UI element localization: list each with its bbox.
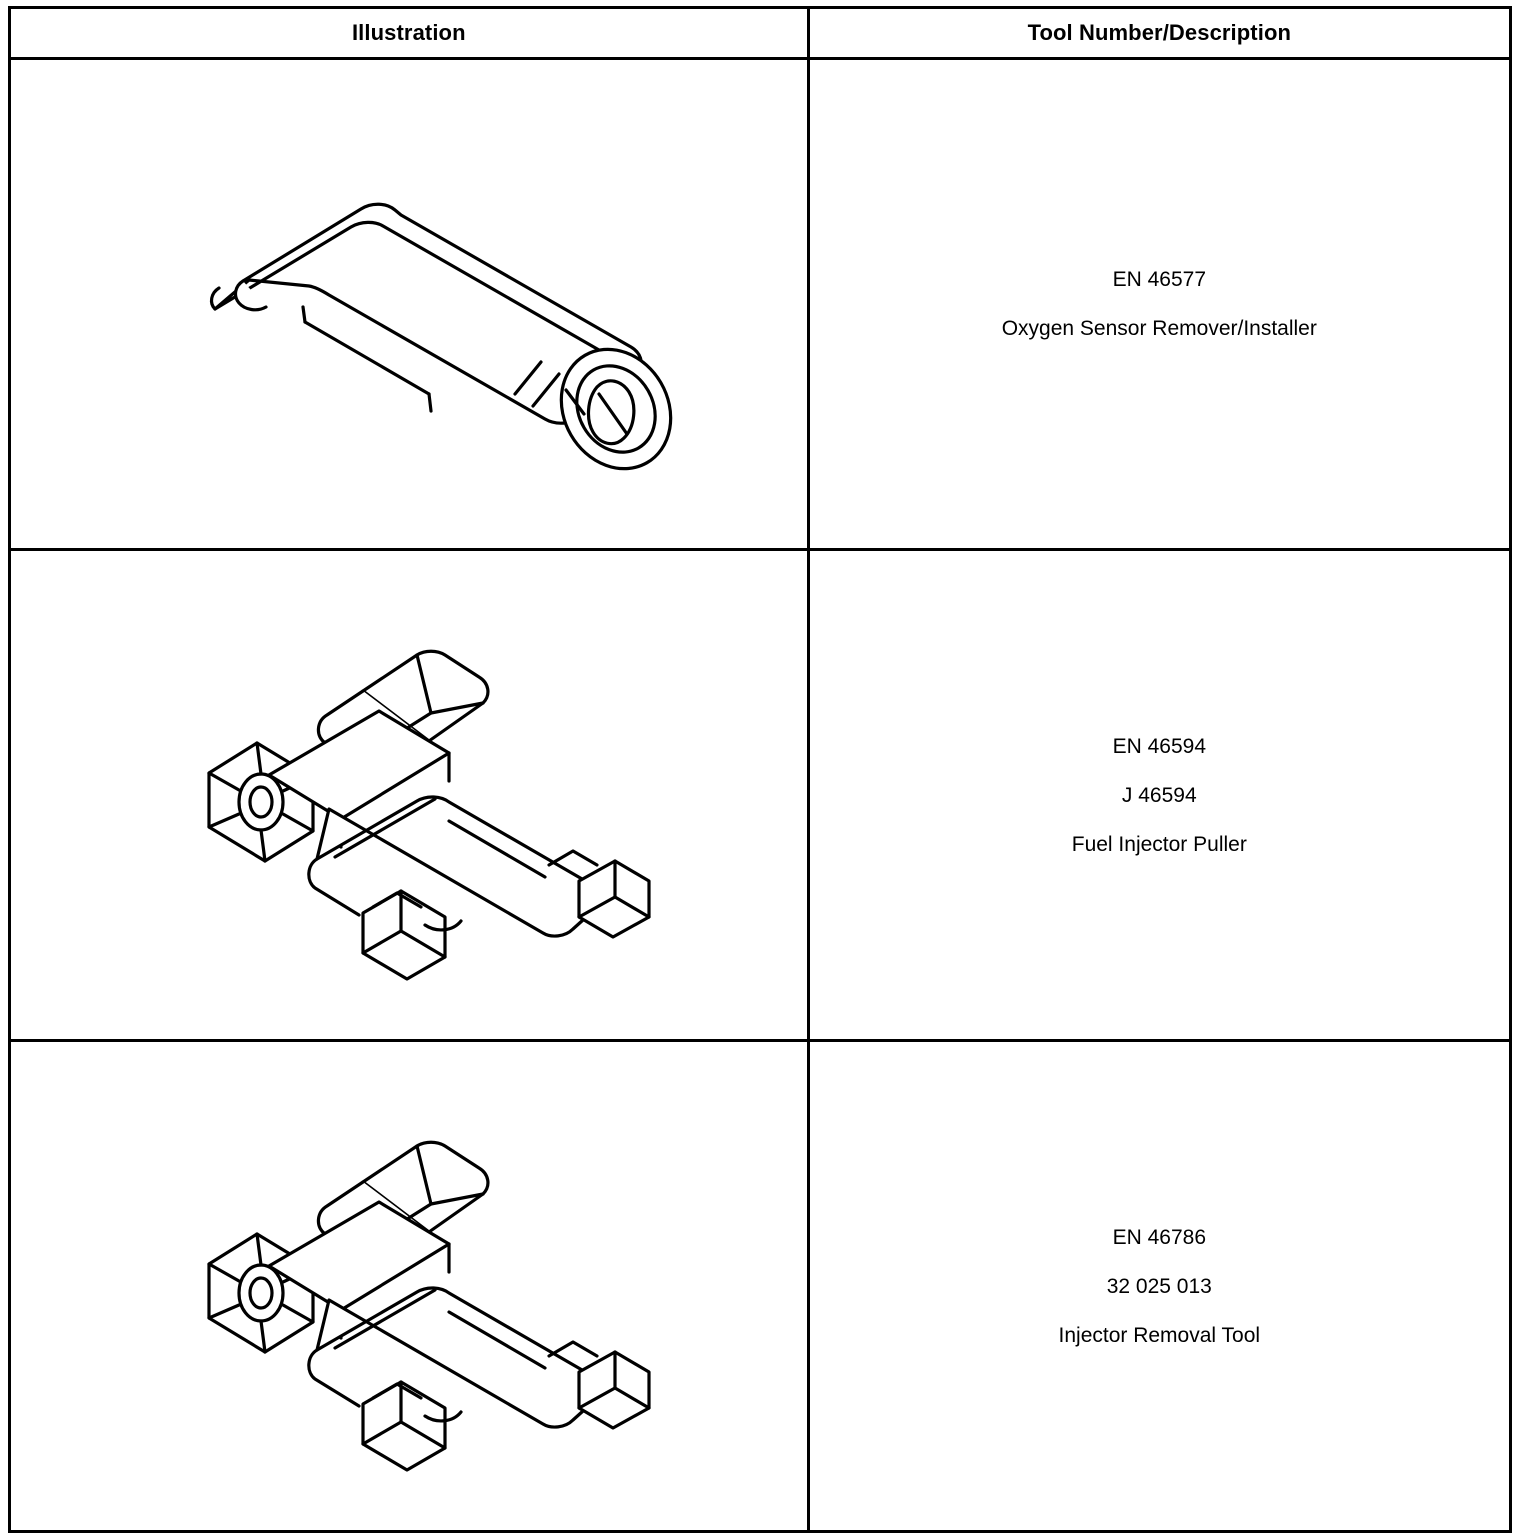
tool-description: Fuel Injector Puller [1071, 832, 1247, 856]
special-tools-table [8, 6, 1512, 1533]
oxygen-sensor-remover-installer-illustration [11, 104, 807, 504]
tool-number: EN 46577 [1112, 268, 1206, 291]
tool-number-alt: 32 025 013 [1106, 1274, 1212, 1298]
description-cell [808, 550, 1510, 1041]
illustration-cell [10, 1041, 809, 1532]
table-body [10, 59, 1511, 1532]
tool-number-en: EN 46594 [1112, 734, 1206, 758]
table-header [10, 8, 1511, 59]
illustration-cell [10, 550, 809, 1041]
description-cell [808, 1041, 1510, 1532]
header-row [10, 8, 1511, 59]
table-row [10, 550, 1511, 1041]
tool-description: Oxygen Sensor Remover/Installer [1001, 317, 1317, 340]
tool-number-en: EN 46786 [1112, 1225, 1206, 1249]
tool-number-j: J 46594 [1121, 783, 1197, 807]
table-row [10, 59, 1511, 550]
tool-description: Injector Removal Tool [1058, 1323, 1261, 1347]
illustration-cell [10, 59, 809, 550]
column-header-illustration: Illustration [10, 8, 809, 59]
column-header-description: Tool Number/Description [808, 8, 1510, 59]
table-row [10, 1041, 1511, 1532]
description-cell [808, 59, 1510, 550]
fuel-injector-puller-illustration [11, 595, 807, 995]
injector-removal-tool-illustration [11, 1086, 807, 1486]
